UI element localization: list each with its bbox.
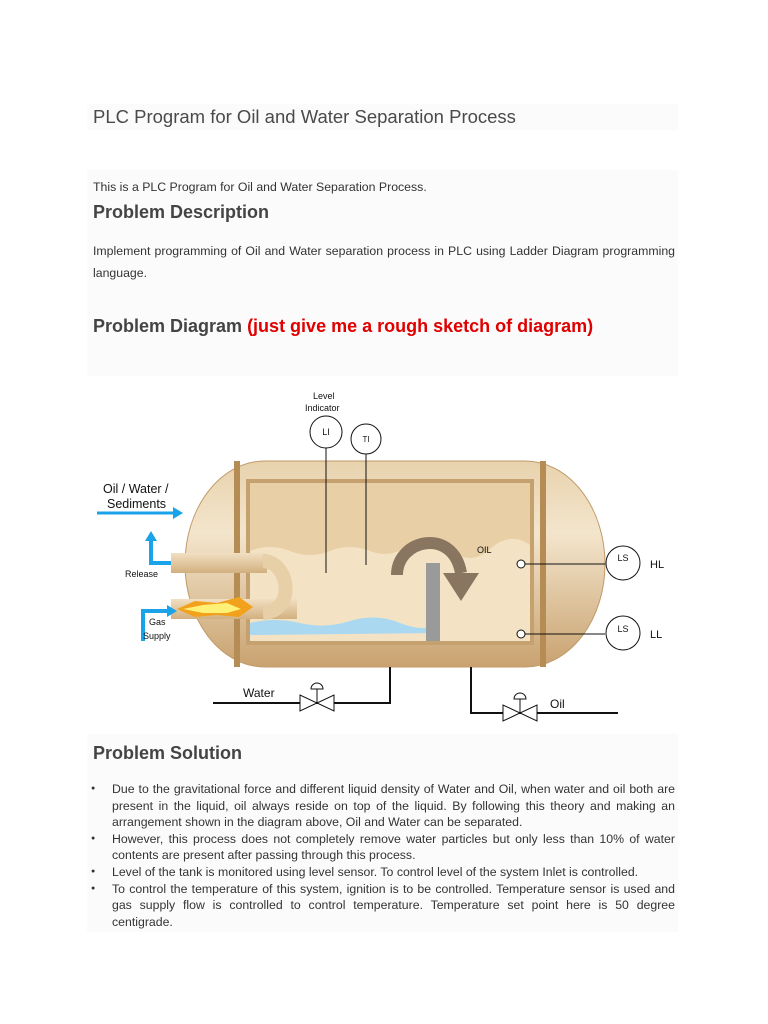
problem-diagram-note: (just give me a rough sketch of diagram) xyxy=(247,316,594,336)
gas-label-line2: Supply xyxy=(143,631,171,641)
high-level-switch-tag: LS xyxy=(617,553,629,563)
release-label: Release xyxy=(125,569,159,579)
gas-label-line1: Gas xyxy=(149,617,166,627)
oil-zone-label: OIL xyxy=(477,545,492,555)
inlet-pipe xyxy=(171,553,267,573)
separator-diagram xyxy=(93,377,675,733)
water-valve-icon xyxy=(300,695,317,711)
problem-description-heading: Problem Description xyxy=(93,202,270,222)
inlet-arrow-head xyxy=(173,507,183,519)
high-level-switch xyxy=(606,546,640,580)
release-arrow xyxy=(151,539,171,563)
inlet-label-line2: Sediments xyxy=(107,497,167,511)
oil-outlet-label: Oil xyxy=(550,697,565,711)
low-level-switch-tag: LS xyxy=(617,624,629,634)
high-level-label: HL xyxy=(650,559,665,571)
low-level-probe-tip xyxy=(517,630,525,638)
level-indicator-tag: LI xyxy=(322,427,330,437)
solution-item: ● Level of the tank is monitored using level sensor. To control level of the system Inlet is controlled. xyxy=(93,864,675,881)
level-indicator-label-line1: Level xyxy=(313,391,335,401)
problem-description-text: Implement programming of Oil and Water separation process in PLC using Ladder Diagram programming language. xyxy=(93,244,675,280)
page-title: PLC Program for Oil and Water Separation Process xyxy=(93,106,516,127)
inlet-label-line1: Oil / Water / xyxy=(103,482,169,496)
oil-valve-icon xyxy=(503,705,520,721)
oil-valve-icon-right xyxy=(520,705,537,721)
solution-item: ● To control the temperature of this system, ignition is to be controlled. Temperature sensor is used and gas supply flow is controlled to control temperature. Temperature set point here is 50 degree centigrade. xyxy=(93,881,675,931)
intro-text: This is a PLC Program for Oil and Water Separation Process. xyxy=(93,180,427,194)
solution-list xyxy=(93,781,675,930)
release-arrow-head xyxy=(145,531,157,541)
solution-item: ● Due to the gravitational force and different liquid density of Water and Oil, when water and oil both are present in the liquid, oil always reside on top of the liquid. By following this theory and making an arrangement shown in the diagram above, Oil and Water can be separated. xyxy=(93,781,675,831)
problem-diagram-heading xyxy=(93,316,593,337)
problem-solution-heading: Problem Solution xyxy=(93,743,243,763)
high-level-probe-tip xyxy=(517,560,525,568)
water-valve-actuator xyxy=(311,683,323,689)
weir-plate xyxy=(426,563,440,641)
oil-valve-actuator xyxy=(514,693,526,699)
water-outlet-label: Water xyxy=(243,686,275,700)
oil-outlet-pipe xyxy=(471,667,618,713)
solution-item: ● However, this process does not completely remove water particles but only less than 10% of water contents are present after passing through this process. xyxy=(93,831,675,864)
water-valve-icon-right xyxy=(317,695,334,711)
low-level-label: LL xyxy=(650,629,663,641)
problem-diagram-title: Problem Diagram xyxy=(93,316,243,336)
level-indicator-label-line2: Indicator xyxy=(305,403,340,413)
temperature-indicator-tag: TI xyxy=(362,435,370,444)
